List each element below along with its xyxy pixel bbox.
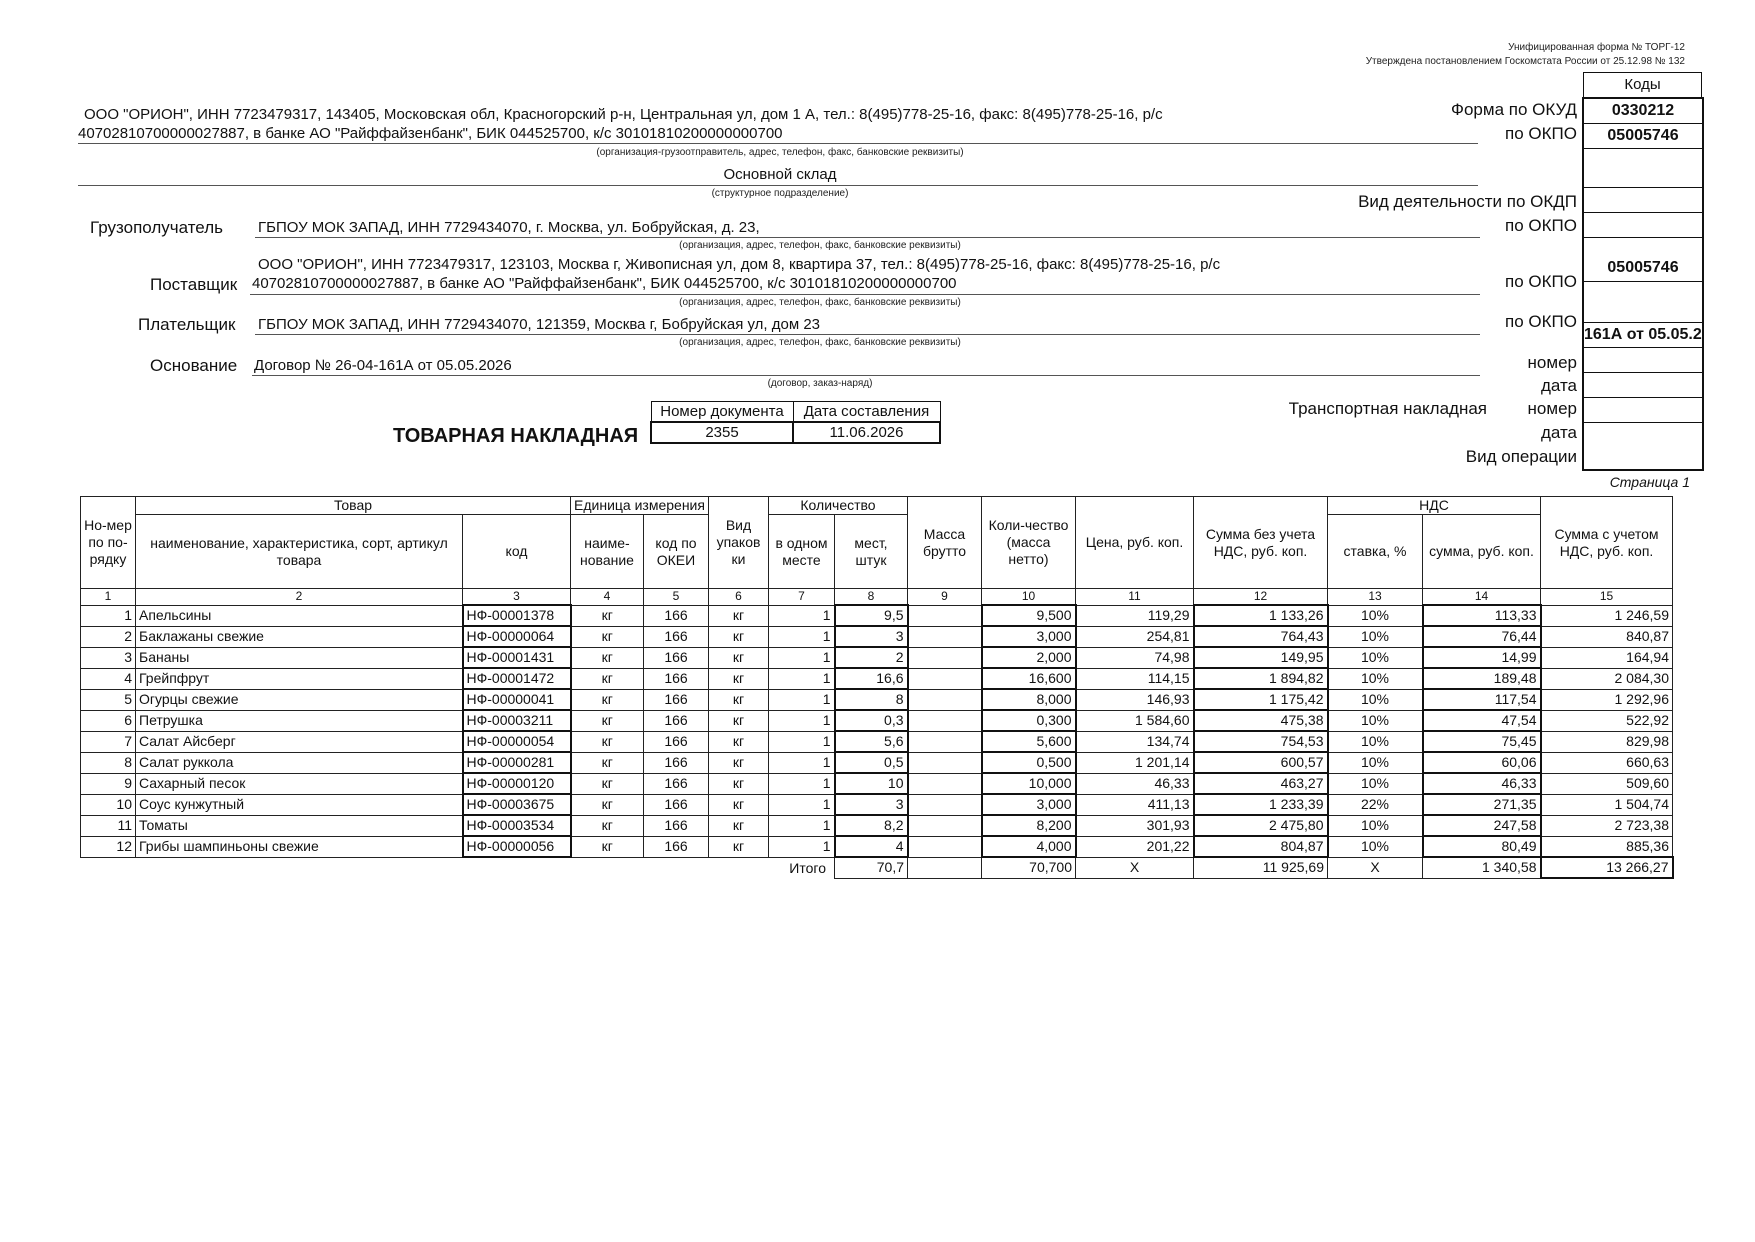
cell-vat: 14,99 [1423, 647, 1541, 668]
cell-sum: 804,87 [1194, 836, 1328, 857]
column-number: 13 [1328, 589, 1423, 606]
cell-total: 2 084,30 [1541, 668, 1673, 689]
h-pack: Вид упаков ки [709, 497, 769, 589]
table-row [81, 668, 1673, 689]
totals-rate: X [1328, 857, 1423, 878]
basis-value: Договор № 26-04-161А от 05.05.2026 [254, 357, 512, 374]
cell-in-place: 1 [769, 710, 835, 731]
h-sum-novat: Сумма без учета НДС, руб. коп. [1194, 497, 1328, 589]
cell-places: 2 [835, 647, 908, 668]
table-row [81, 773, 1673, 794]
cell-vat: 247,58 [1423, 815, 1541, 836]
basis-caption: (договор, заказ-наряд) [767, 378, 873, 389]
basis-number-label: номер [1527, 353, 1577, 372]
cell-total: 509,60 [1541, 773, 1673, 794]
cell-gross [908, 752, 982, 773]
h-qty-places: мест, штук [835, 515, 908, 589]
cell-rate: 10% [1328, 752, 1423, 773]
cell-n: 10 [81, 794, 136, 815]
cell-net: 10,000 [982, 773, 1076, 794]
h-goods-code: код [463, 515, 571, 589]
cell-gross [908, 773, 982, 794]
cell-rate: 10% [1328, 647, 1423, 668]
cell-sum: 1 133,26 [1194, 605, 1328, 626]
cell-pack: кг [709, 647, 769, 668]
cell-rate: 22% [1328, 794, 1423, 815]
payer-okpo-label: по ОКПО [1505, 312, 1577, 331]
payer-value: ГБПОУ МОК ЗАПАД, ИНН 7729434070, 121359, Москва г, Бобруйская ул, дом 23 [258, 316, 821, 333]
cell-places: 4 [835, 836, 908, 857]
cell-code: НФ-00000054 [463, 731, 571, 752]
doc-number: 2355 [651, 422, 793, 443]
division-value: Основной склад [723, 166, 837, 183]
cell-vat: 80,49 [1423, 836, 1541, 857]
cell-name: Салат Айсберг [136, 731, 463, 752]
cell-price: 46,33 [1076, 773, 1194, 794]
cell-vat: 271,35 [1423, 794, 1541, 815]
cell-sum: 149,95 [1194, 647, 1328, 668]
cell-vat: 189,48 [1423, 668, 1541, 689]
cell-rate: 10% [1328, 815, 1423, 836]
cell-pack: кг [709, 605, 769, 626]
cell-pack: кг [709, 794, 769, 815]
table-row [81, 626, 1673, 647]
column-number: 11 [1076, 589, 1194, 606]
cell-net: 8,200 [982, 815, 1076, 836]
transport-number-code [1584, 373, 1702, 398]
supplier-okpo-code: 05005746 [1584, 238, 1702, 282]
basis-number-code: 161А от 05.05.2 [1584, 323, 1702, 348]
h-vat: НДС [1328, 497, 1541, 515]
cell-net: 5,600 [982, 731, 1076, 752]
form-approval: Утверждена постановлением Госкомстата России от 25.12.98 № 132 [1365, 56, 1685, 67]
operation-code [1584, 423, 1702, 467]
cell-gross [908, 731, 982, 752]
cell-okei: 166 [644, 710, 709, 731]
totals-price: X [1076, 857, 1194, 878]
cell-net: 0,500 [982, 752, 1076, 773]
transport-label: Транспортная накладная [1288, 399, 1487, 418]
cell-n: 3 [81, 647, 136, 668]
h-qty-place: в одном месте [769, 515, 835, 589]
cell-name: Апельсины [136, 605, 463, 626]
totals-row [81, 857, 1673, 878]
cell-gross [908, 794, 982, 815]
cell-code: НФ-00003675 [463, 794, 571, 815]
supplier-line1: ООО "ОРИОН", ИНН 7723479317, 123103, Москва г, Живописная ул, дом 8, квартира 37, тел.: 8(495)778-25-16, факс: 8(495)778-25-16, р/с [258, 256, 1221, 273]
column-number: 12 [1194, 589, 1328, 606]
okud-label: Форма по ОКУД [1451, 100, 1577, 119]
shipper-caption: (организация-грузоотправитель, адрес, телефон, факс, банковские реквизиты) [596, 147, 964, 158]
cell-sum: 2 475,80 [1194, 815, 1328, 836]
totals-gross [908, 857, 982, 878]
shipper-line2: 40702810700000027887, в банке АО "Райффайзенбанк", БИК 044525700, к/с 30101810200000000700 [78, 125, 783, 142]
cell-in-place: 1 [769, 773, 835, 794]
cell-gross [908, 689, 982, 710]
cell-code: НФ-00000281 [463, 752, 571, 773]
cell-places: 0,3 [835, 710, 908, 731]
cell-places: 3 [835, 626, 908, 647]
cell-gross [908, 647, 982, 668]
cell-gross [908, 836, 982, 857]
cell-places: 8,2 [835, 815, 908, 836]
cell-unit: кг [571, 710, 644, 731]
cell-sum: 1 175,42 [1194, 689, 1328, 710]
totals-label: Итого [789, 859, 826, 876]
cell-okei: 166 [644, 731, 709, 752]
cell-n: 4 [81, 668, 136, 689]
cell-net: 2,000 [982, 647, 1076, 668]
cell-vat: 46,33 [1423, 773, 1541, 794]
table-row [81, 836, 1673, 857]
cell-sum: 600,57 [1194, 752, 1328, 773]
cell-price: 201,22 [1076, 836, 1194, 857]
cell-unit: кг [571, 752, 644, 773]
table-row [81, 647, 1673, 668]
column-numbers-row [81, 589, 1673, 606]
cell-vat: 76,44 [1423, 626, 1541, 647]
cell-pack: кг [709, 773, 769, 794]
supplier-label: Поставщик [150, 275, 238, 294]
cell-unit: кг [571, 836, 644, 857]
consignee-label: Грузополучатель [90, 218, 223, 237]
h-unit-name: наиме-нование [571, 515, 644, 589]
cell-total: 840,87 [1541, 626, 1673, 647]
h-goods: Товар [136, 497, 571, 515]
doc-date-header: Дата составления [793, 402, 940, 423]
cell-price: 1 201,14 [1076, 752, 1194, 773]
cell-total: 1 292,96 [1541, 689, 1673, 710]
document-number-table [650, 401, 941, 444]
table-row [81, 605, 1673, 626]
cell-name: Томаты [136, 815, 463, 836]
transport-date-label: дата [1540, 423, 1577, 442]
column-number: 15 [1541, 589, 1673, 606]
cell-price: 301,93 [1076, 815, 1194, 836]
cell-in-place: 1 [769, 731, 835, 752]
cell-pack: кг [709, 626, 769, 647]
cell-okei: 166 [644, 647, 709, 668]
consignee-okpo-label: по ОКПО [1505, 216, 1577, 235]
shipper-line1: ООО "ОРИОН", ИНН 7723479317, 143405, Московская обл, Красногорский р-н, Центральная ул, дом 1 А, тел.: 8(495)778-25-16, факс: 8(495)778-25-16, р/с [84, 106, 1163, 123]
cell-okei: 166 [644, 773, 709, 794]
cell-sum: 1 233,39 [1194, 794, 1328, 815]
cell-rate: 10% [1328, 710, 1423, 731]
division-code [1584, 149, 1702, 188]
cell-unit: кг [571, 647, 644, 668]
cell-total: 660,63 [1541, 752, 1673, 773]
cell-n: 5 [81, 689, 136, 710]
cell-n: 1 [81, 605, 136, 626]
table-row [81, 752, 1673, 773]
cell-pack: кг [709, 836, 769, 857]
h-unit: Единица измерения [571, 497, 709, 515]
cell-code: НФ-00001472 [463, 668, 571, 689]
cell-total: 1 504,74 [1541, 794, 1673, 815]
cell-name: Салат руккола [136, 752, 463, 773]
cell-code: НФ-00001431 [463, 647, 571, 668]
cell-in-place: 1 [769, 794, 835, 815]
totals-vat: 1 340,58 [1423, 857, 1541, 878]
okdp-code [1584, 188, 1702, 213]
cell-price: 74,98 [1076, 647, 1194, 668]
cell-unit: кг [571, 815, 644, 836]
cell-in-place: 1 [769, 689, 835, 710]
cell-unit: кг [571, 773, 644, 794]
cell-gross [908, 710, 982, 731]
column-number: 5 [644, 589, 709, 606]
cell-code: НФ-00003211 [463, 710, 571, 731]
totals-net: 70,700 [982, 857, 1076, 878]
basis-date-label: дата [1540, 376, 1577, 395]
cell-unit: кг [571, 605, 644, 626]
cell-price: 134,74 [1076, 731, 1194, 752]
form-name: Унифицированная форма № ТОРГ-12 [1508, 42, 1685, 53]
cell-in-place: 1 [769, 626, 835, 647]
cell-places: 8 [835, 689, 908, 710]
codes-header: Коды [1583, 72, 1702, 97]
cell-places: 0,5 [835, 752, 908, 773]
cell-n: 9 [81, 773, 136, 794]
okpo-code: 05005746 [1584, 124, 1702, 149]
payer-caption: (организация, адрес, телефон, факс, банковские реквизиты) [679, 337, 961, 348]
h-no: Но-мер по по-рядку [81, 497, 136, 589]
column-number: 8 [835, 589, 908, 606]
totals-total: 13 266,27 [1541, 857, 1673, 878]
column-number: 1 [81, 589, 136, 606]
h-price: Цена, руб. коп. [1076, 497, 1194, 589]
okud-code: 0330212 [1584, 99, 1702, 124]
column-number: 3 [463, 589, 571, 606]
column-number: 2 [136, 589, 463, 606]
cell-price: 146,93 [1076, 689, 1194, 710]
cell-okei: 166 [644, 752, 709, 773]
cell-name: Грибы шампиньоны свежие [136, 836, 463, 857]
basis-label: Основание [150, 356, 238, 375]
cell-sum: 754,53 [1194, 731, 1328, 752]
cell-places: 10 [835, 773, 908, 794]
cell-unit: кг [571, 626, 644, 647]
codes-box [1582, 97, 1704, 471]
cell-in-place: 1 [769, 647, 835, 668]
cell-in-place: 1 [769, 605, 835, 626]
cell-total: 1 246,59 [1541, 605, 1673, 626]
cell-in-place: 1 [769, 815, 835, 836]
cell-sum: 1 894,82 [1194, 668, 1328, 689]
transport-date-code [1584, 398, 1702, 423]
cell-code: НФ-00003534 [463, 815, 571, 836]
supplier-caption: (организация, адрес, телефон, факс, банковские реквизиты) [679, 297, 961, 308]
cell-vat: 113,33 [1423, 605, 1541, 626]
cell-n: 8 [81, 752, 136, 773]
division-caption: (структурное подразделение) [711, 188, 849, 199]
cell-price: 1 584,60 [1076, 710, 1194, 731]
cell-net: 3,000 [982, 626, 1076, 647]
cell-vat: 117,54 [1423, 689, 1541, 710]
cell-n: 6 [81, 710, 136, 731]
cell-rate: 10% [1328, 836, 1423, 857]
okdp-label: Вид деятельности по ОКДП [1358, 192, 1577, 211]
cell-rate: 10% [1328, 605, 1423, 626]
cell-places: 3 [835, 794, 908, 815]
cell-name: Петрушка [136, 710, 463, 731]
cell-n: 2 [81, 626, 136, 647]
cell-total: 829,98 [1541, 731, 1673, 752]
cell-vat: 75,45 [1423, 731, 1541, 752]
cell-rate: 10% [1328, 668, 1423, 689]
basis-date-code [1584, 348, 1702, 373]
cell-n: 7 [81, 731, 136, 752]
cell-rate: 10% [1328, 773, 1423, 794]
cell-net: 8,000 [982, 689, 1076, 710]
page-number: Страница 1 [1609, 474, 1690, 490]
cell-net: 16,600 [982, 668, 1076, 689]
cell-sum: 764,43 [1194, 626, 1328, 647]
cell-total: 885,36 [1541, 836, 1673, 857]
cell-okei: 166 [644, 815, 709, 836]
totals-places: 70,7 [835, 857, 908, 878]
cell-gross [908, 626, 982, 647]
cell-okei: 166 [644, 605, 709, 626]
h-total: Сумма с учетом НДС, руб. коп. [1541, 497, 1673, 589]
cell-code: НФ-00000064 [463, 626, 571, 647]
doc-date: 11.06.2026 [793, 422, 940, 443]
cell-price: 119,29 [1076, 605, 1194, 626]
transport-number-label: номер [1527, 399, 1577, 418]
cell-pack: кг [709, 752, 769, 773]
table-row [81, 689, 1673, 710]
h-vat-sum: сумма, руб. коп. [1423, 515, 1541, 589]
consignee-value: ГБПОУ МОК ЗАПАД, ИНН 7729434070, г. Москва, ул. Бобруйская, д. 23, [258, 219, 760, 236]
cell-gross [908, 815, 982, 836]
cell-net: 0,300 [982, 710, 1076, 731]
cell-total: 2 723,38 [1541, 815, 1673, 836]
cell-price: 114,15 [1076, 668, 1194, 689]
cell-rate: 10% [1328, 731, 1423, 752]
cell-code: НФ-00001378 [463, 605, 571, 626]
cell-vat: 47,54 [1423, 710, 1541, 731]
cell-code: НФ-00000120 [463, 773, 571, 794]
cell-gross [908, 605, 982, 626]
goods-table [80, 496, 1674, 879]
column-number: 10 [982, 589, 1076, 606]
cell-price: 254,81 [1076, 626, 1194, 647]
operation-label: Вид операции [1465, 447, 1577, 466]
consignee-caption: (организация, адрес, телефон, факс, банковские реквизиты) [679, 240, 961, 251]
column-number: 4 [571, 589, 644, 606]
cell-code: НФ-00000041 [463, 689, 571, 710]
consignee-okpo-code [1584, 213, 1702, 238]
cell-pack: кг [709, 710, 769, 731]
column-number: 9 [908, 589, 982, 606]
cell-rate: 10% [1328, 689, 1423, 710]
cell-places: 5,6 [835, 731, 908, 752]
cell-net: 4,000 [982, 836, 1076, 857]
cell-in-place: 1 [769, 752, 835, 773]
cell-okei: 166 [644, 689, 709, 710]
table-row [81, 710, 1673, 731]
cell-unit: кг [571, 794, 644, 815]
cell-code: НФ-00000056 [463, 836, 571, 857]
supplier-line2: 40702810700000027887, в банке АО "Райффайзенбанк", БИК 044525700, к/с 30101810200000000700 [252, 275, 957, 292]
h-qty: Количество [769, 497, 908, 515]
cell-in-place: 1 [769, 836, 835, 857]
cell-net: 9,500 [982, 605, 1076, 626]
table-row [81, 794, 1673, 815]
column-number: 14 [1423, 589, 1541, 606]
cell-pack: кг [709, 689, 769, 710]
cell-okei: 166 [644, 668, 709, 689]
cell-okei: 166 [644, 626, 709, 647]
cell-pack: кг [709, 815, 769, 836]
cell-name: Грейпфрут [136, 668, 463, 689]
supplier-okpo-label: по ОКПО [1505, 272, 1577, 291]
column-number: 7 [769, 589, 835, 606]
h-vat-rate: ставка, % [1328, 515, 1423, 589]
table-row [81, 815, 1673, 836]
h-goods-name: наименование, характеристика, сорт, артикул товара [136, 515, 463, 589]
cell-unit: кг [571, 689, 644, 710]
cell-name: Сахарный песок [136, 773, 463, 794]
okpo-label: по ОКПО [1505, 124, 1577, 143]
cell-places: 16,6 [835, 668, 908, 689]
column-number: 6 [709, 589, 769, 606]
cell-rate: 10% [1328, 626, 1423, 647]
h-net: Коли-чество (масса нетто) [982, 497, 1076, 589]
cell-total: 164,94 [1541, 647, 1673, 668]
cell-in-place: 1 [769, 668, 835, 689]
cell-okei: 166 [644, 794, 709, 815]
cell-sum: 475,38 [1194, 710, 1328, 731]
cell-unit: кг [571, 731, 644, 752]
doc-number-header: Номер документа [651, 402, 793, 423]
totals-sum: 11 925,69 [1194, 857, 1328, 878]
cell-vat: 60,06 [1423, 752, 1541, 773]
h-unit-okei: код по ОКЕИ [644, 515, 709, 589]
cell-price: 411,13 [1076, 794, 1194, 815]
cell-name: Огурцы свежие [136, 689, 463, 710]
cell-unit: кг [571, 668, 644, 689]
h-gross: Масса брутто [908, 497, 982, 589]
cell-name: Соус кунжутный [136, 794, 463, 815]
cell-sum: 463,27 [1194, 773, 1328, 794]
table-row [81, 731, 1673, 752]
payer-label: Плательщик [138, 315, 236, 334]
cell-name: Баклажаны свежие [136, 626, 463, 647]
payer-okpo-code [1584, 282, 1702, 323]
document-title: ТОВАРНАЯ НАКЛАДНАЯ [393, 425, 639, 447]
cell-name: Бананы [136, 647, 463, 668]
cell-pack: кг [709, 668, 769, 689]
cell-pack: кг [709, 731, 769, 752]
cell-n: 11 [81, 815, 136, 836]
cell-okei: 166 [644, 836, 709, 857]
cell-total: 522,92 [1541, 710, 1673, 731]
cell-gross [908, 668, 982, 689]
cell-net: 3,000 [982, 794, 1076, 815]
cell-places: 9,5 [835, 605, 908, 626]
cell-n: 12 [81, 836, 136, 857]
